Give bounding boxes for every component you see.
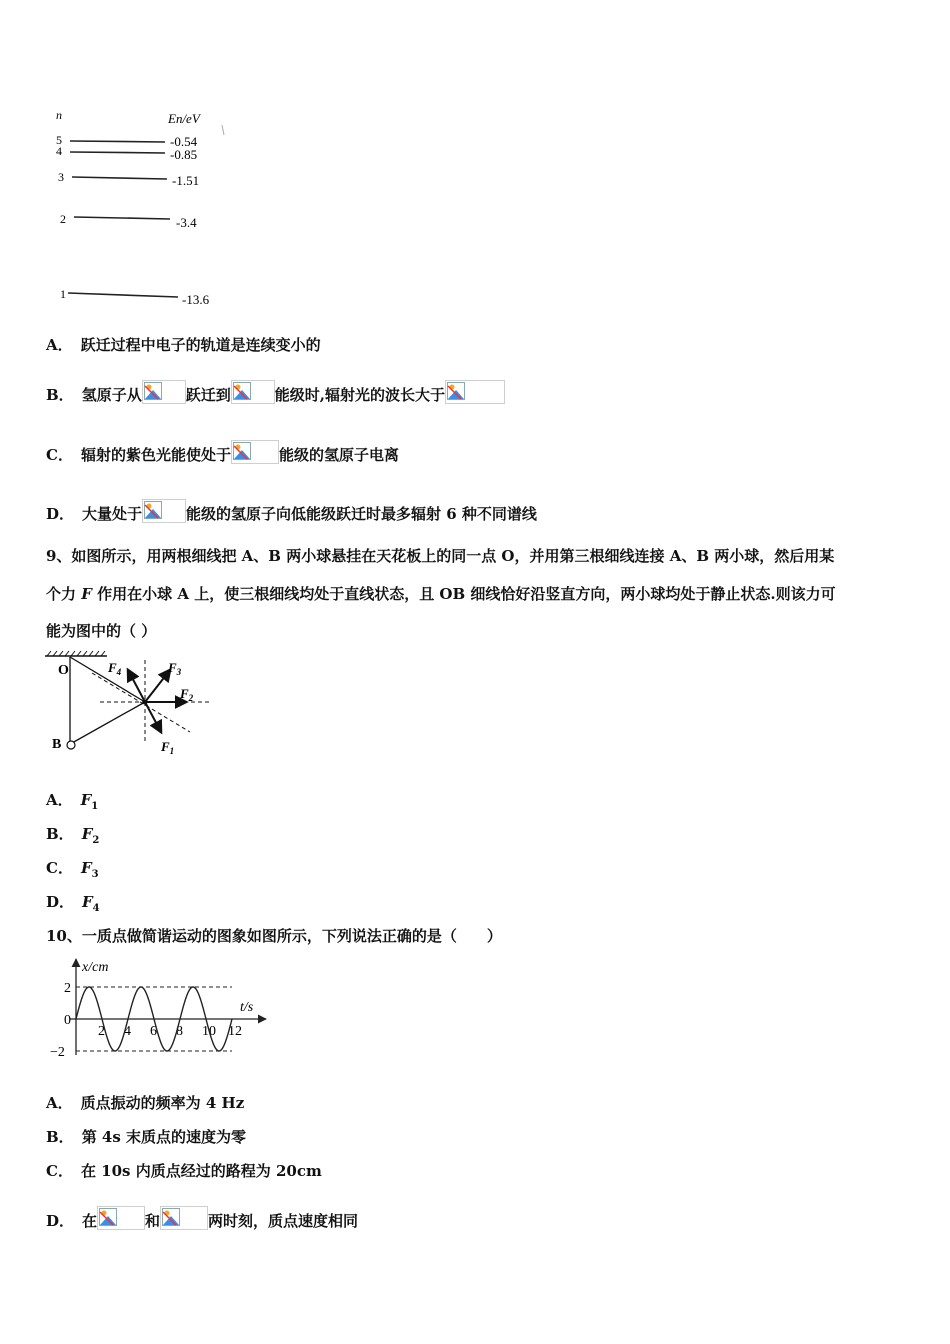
option-text: 在 xyxy=(82,1212,98,1230)
level-n-1: 1 xyxy=(60,287,66,301)
y-tick-label: 2 xyxy=(64,981,71,996)
level-e-1: -13.6 xyxy=(182,292,210,307)
force-arrow-f3 xyxy=(145,670,170,702)
n-axis-label: n xyxy=(56,108,62,122)
option-letter: D． xyxy=(46,893,75,911)
option-text: 和 xyxy=(145,1212,161,1230)
option-force: F xyxy=(80,859,92,877)
force-label-f4: $F_4$ xyxy=(108,660,122,677)
level-n-5: 5 xyxy=(56,133,62,147)
image-placeholder-icon xyxy=(445,380,505,404)
q9-text: 个力 xyxy=(46,585,82,603)
option-force: F xyxy=(82,893,93,911)
q10-option-c xyxy=(46,1161,322,1181)
force-label-f2: $F_2$ xyxy=(180,686,194,703)
image-placeholder-icon xyxy=(142,380,186,404)
option-text: 两时刻，质点速度相同 xyxy=(208,1212,359,1230)
level-e-4: -0.85 xyxy=(170,147,198,162)
level-e-2: -3.4 xyxy=(176,215,197,230)
option-letter: B． xyxy=(46,386,74,404)
option-letter: C． xyxy=(46,1162,73,1180)
q8-option-c xyxy=(46,440,399,465)
x-tick-label: 8 xyxy=(176,1024,183,1039)
q10-shm-chart xyxy=(40,955,270,1065)
option-text: 能级的氢原子电离 xyxy=(278,446,399,464)
option-text: 跃迁到 xyxy=(185,386,231,404)
option-subscript: 2 xyxy=(92,835,100,846)
q9-stem-line-2 xyxy=(46,584,836,604)
q9-option-d xyxy=(46,892,100,919)
q9-option-b xyxy=(46,824,99,851)
level-e-3: -1.51 xyxy=(172,173,200,188)
option-text: 能级的氢原子向低能级跃迁时最多辐射 6 种不同谱线 xyxy=(186,505,537,523)
y-tick-label: −2 xyxy=(50,1045,65,1060)
image-placeholder-icon xyxy=(160,1206,208,1230)
level-line-4 xyxy=(70,152,165,153)
level-line-1 xyxy=(68,293,178,297)
q10-option-a xyxy=(46,1093,244,1113)
option-text: 能级时,辐射光的波长大于 xyxy=(274,386,445,404)
energy-level-diagram xyxy=(50,105,240,315)
option-letter: D． xyxy=(46,1212,75,1230)
option-force: F xyxy=(81,825,93,843)
image-placeholder-icon xyxy=(142,499,186,523)
option-text: 辐射的紫色光能使处于 xyxy=(80,446,231,464)
level-e-5: -0.54 xyxy=(170,134,198,149)
q10-option-b xyxy=(46,1127,246,1147)
point-b-label: B xyxy=(52,737,62,752)
option-letter: A． xyxy=(46,1094,73,1112)
option-text: 第 4s 末质点的速度为零 xyxy=(81,1128,247,1146)
q8-option-b xyxy=(46,380,505,405)
image-placeholder-icon xyxy=(97,1206,145,1230)
energy-axis-label: En/eV xyxy=(168,111,200,126)
level-line-3 xyxy=(72,177,167,179)
option-force: F xyxy=(80,791,92,809)
q9-text: 作用在小球 A 上，使三根细线均处于直线状态，且 OB 细线恰好沿竖直方向，两小球均处于静止状态.则该力可 xyxy=(91,585,836,603)
option-letter: A． xyxy=(46,791,73,809)
option-letter: A． xyxy=(46,336,73,354)
option-letter: C． xyxy=(46,446,73,464)
option-letter: C． xyxy=(46,859,73,877)
image-placeholder-icon xyxy=(231,380,275,404)
force-arrow-f1 xyxy=(145,702,161,732)
option-text: 质点振动的频率为 4 Hz xyxy=(80,1094,245,1112)
ball-b xyxy=(67,741,75,749)
force-label-f1: $F_1$ xyxy=(161,739,175,756)
x-tick-label: 6 xyxy=(150,1024,157,1039)
point-o-label: O xyxy=(58,663,69,678)
level-n-2: 2 xyxy=(60,212,66,226)
q10-option-d xyxy=(46,1206,358,1231)
q9-force-figure xyxy=(40,650,220,758)
q9-stem-line-1: 9、如图所示，用两根细线把 A、B 两小球悬挂在天花板上的同一点 O，并用第三根细线连接 A、B 两小球，然后用某 xyxy=(46,547,835,565)
x-tick-label: 4 xyxy=(124,1024,131,1039)
q9-option-c xyxy=(46,858,99,885)
level-n-3: 3 xyxy=(58,170,64,184)
q8-option-d xyxy=(46,499,537,524)
option-letter: D． xyxy=(46,505,75,523)
option-subscript: 3 xyxy=(91,869,99,880)
x-tick-label: 10 xyxy=(202,1024,216,1039)
level-n-4: 4 xyxy=(56,144,62,158)
y-axis-label: x/cm xyxy=(82,960,109,975)
y-tick-label: 0 xyxy=(64,1013,71,1028)
x-axis-label: t/s xyxy=(240,1000,254,1015)
q9-force-symbol: F xyxy=(81,585,92,603)
option-subscript: 4 xyxy=(92,903,100,914)
option-letter: B． xyxy=(46,825,74,843)
level-line-2 xyxy=(74,217,170,219)
option-text: 在 10s 内质点经过的路程为 20cm xyxy=(80,1162,322,1180)
image-placeholder-icon xyxy=(231,440,279,464)
option-text: 氢原子从 xyxy=(81,386,142,404)
option-text: 跃迁过程中电子的轨道是连续变小的 xyxy=(80,336,321,354)
option-letter: B． xyxy=(46,1128,74,1146)
x-tick-label: 12 xyxy=(228,1024,242,1039)
q9-stem-line-3: 能为图中的（ ） xyxy=(46,622,157,640)
force-label-f3: $F_3$ xyxy=(168,660,182,677)
scan-mark xyxy=(222,125,224,135)
level-line-5 xyxy=(70,141,165,142)
q8-option-a xyxy=(46,335,321,355)
option-text: 大量处于 xyxy=(82,505,143,523)
q9-option-a xyxy=(46,790,98,817)
option-subscript: 1 xyxy=(91,801,99,812)
q10-stem: 10、一质点做简谐运动的图象如图所示，下列说法正确的是（ ） xyxy=(46,927,502,945)
x-tick-label: 2 xyxy=(98,1024,105,1039)
